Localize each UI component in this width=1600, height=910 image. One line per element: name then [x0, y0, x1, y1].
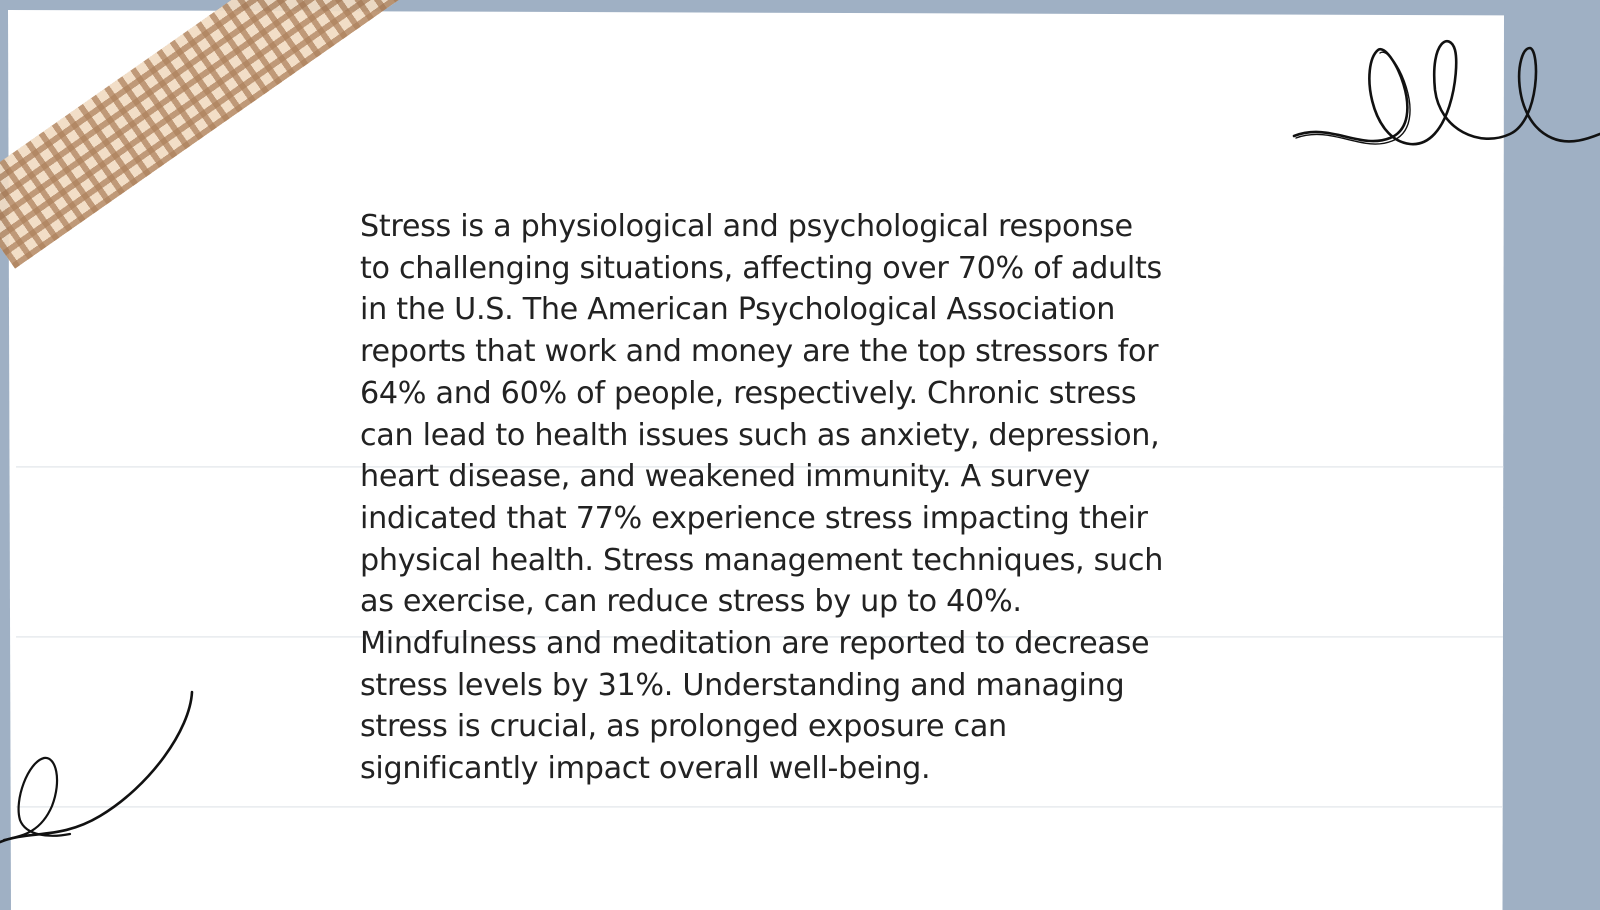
text-line: 64% and 60% of people, respectively. Chronic stress	[360, 375, 1137, 411]
text-line: Stress is a physiological and psychological response	[360, 209, 1133, 244]
paper-rule-line	[16, 806, 1504, 808]
text-line: in the U.S. The American Psychological Association	[360, 292, 1116, 328]
text-line: to challenging situations, affecting over 70% of adults	[360, 250, 1162, 286]
text-line: Mindfulness and meditation are reported to decrease	[360, 626, 1150, 662]
text-line: physical health. Stress management techniques, such	[360, 542, 1164, 578]
text-line: as exercise, can reduce stress by up to 40%.	[360, 584, 1022, 620]
slide-body-text	[360, 206, 1260, 790]
text-line: significantly impact overall well-being.	[360, 751, 931, 787]
text-line: stress levels by 31%. Understanding and managing	[360, 667, 1125, 703]
text-line: indicated that 77% experience stress impacting their	[360, 500, 1148, 536]
swoosh-squiggle-icon	[0, 690, 200, 850]
text-line: stress is crucial, as prolonged exposure can	[360, 709, 1007, 745]
text-line: heart disease, and weakened immunity. A survey	[360, 459, 1090, 495]
text-line: reports that work and money are the top stressors for	[360, 334, 1159, 370]
loop-squiggle-icon	[1290, 30, 1600, 160]
text-line: can lead to health issues such as anxiety, depression,	[360, 417, 1160, 453]
